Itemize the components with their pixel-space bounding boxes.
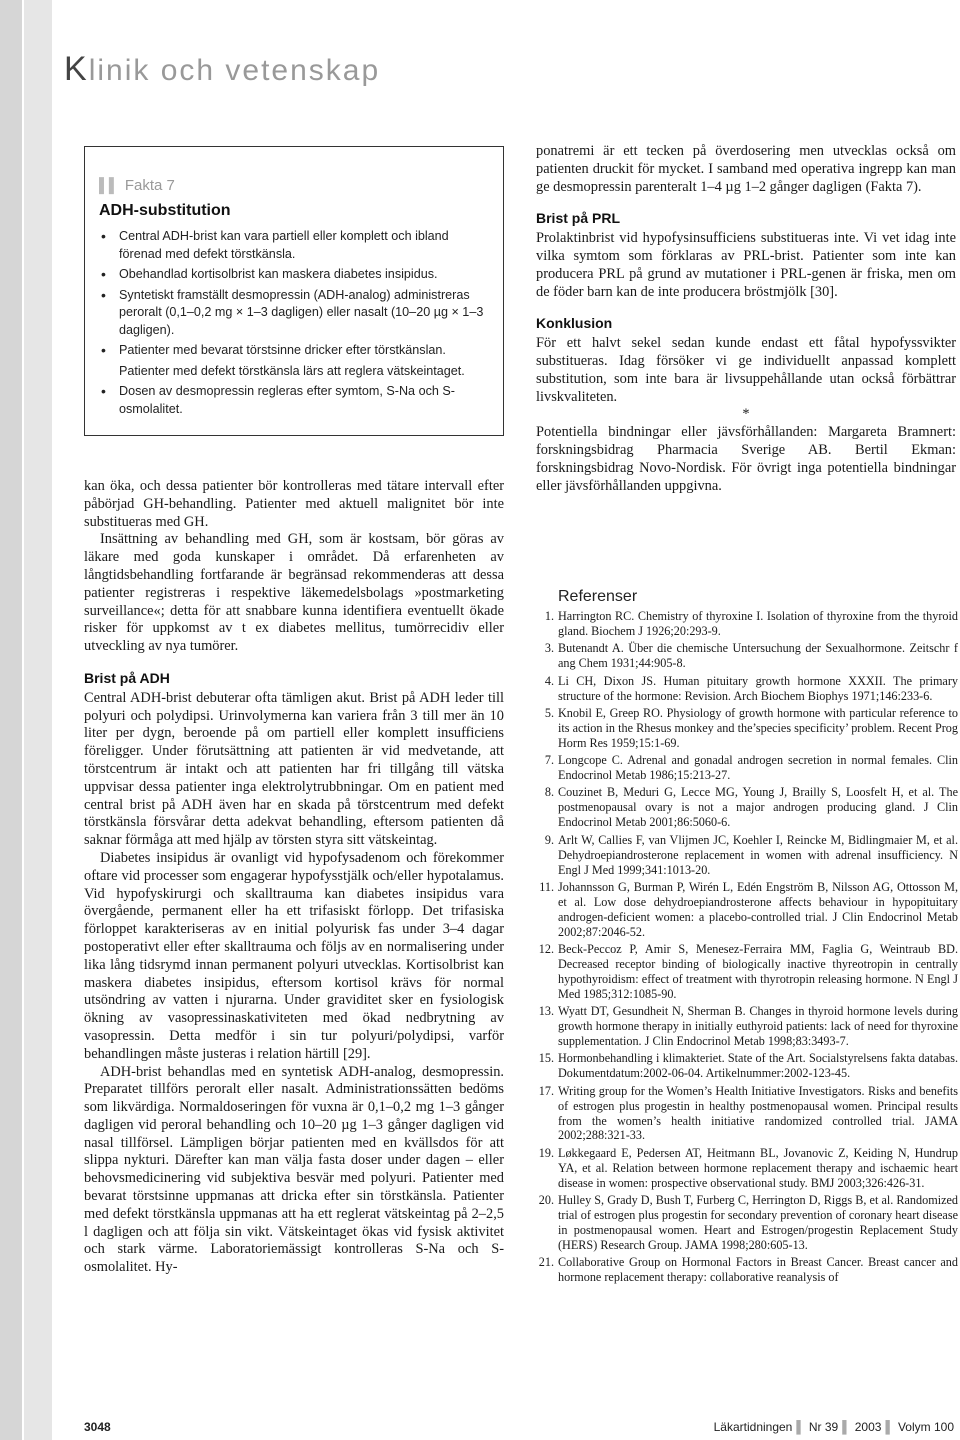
reference-text: Hormonbehandling i klimakteriet. State of the Art. Socialstyrelsens fakta databas. Dokumentdatum:2002-06-04. Artikelnummer:2002-123-45. bbox=[558, 1051, 958, 1081]
separator-icon: ▌ bbox=[796, 1420, 805, 1434]
fact-item: • Central ADH-brist kan vara partiell eller komplett och ibland förenad med defekt törstkänsla. bbox=[119, 228, 489, 263]
journal-name: Läkartidningen bbox=[713, 1420, 793, 1434]
reference-number: 21. bbox=[538, 1255, 554, 1270]
reference-text: Knobil E, Greep RO. Physiology of growth hormone with particular reference to its action in the Rhesus monkey and the’species specificity’ problem. Recent Prog Horm Res 1959;15:1-69. bbox=[558, 705, 958, 750]
fact-item: Patienter med defekt törstkänsla lärs att reglera vätskeintaget. bbox=[119, 363, 465, 378]
reference-text: Longcope C. Adrenal and gonadal androgen secretion in normal females. Clin Endocrinol Metab 1986;15:213-27. bbox=[558, 753, 958, 783]
fact-box-label-text: Fakta 7 bbox=[124, 177, 175, 194]
reference-text: Beck-Peccoz P, Amir S, Menesez-Ferraira MM, Faglia G, Weintraub BD. Decreased receptor binding of biologically inactive thyreotropin in centrally hypothyroidism: effect of treatment with thyrotropin releasing hormone. N Engl J Med 1985;312:1085-90. bbox=[558, 942, 958, 1001]
reference-text: Wyatt DT, Gesundheit N, Sherman B. Changes in thyroid hormone levels during growth hormone therapy in initially euthyroid patients: lack of need for thyroxine supplementation. J Clin Endocrinol Metab 1998;83:3493-7. bbox=[558, 1004, 958, 1048]
paragraph: kan öka, och dessa patienter bör kontrolleras med tätare intervall efter påbörjad GH-behandling. Patienter med aktuell malignitet bör inte substitueras med GH. bbox=[84, 478, 504, 530]
reference-text: Hulley S, Grady D, Bush T, Furberg C, Herrington D, Riggs B, et al. Randomized trial of estrogen plus progestin for secondary prevention of coronary heart disease in postmenopausal women. Heart and Estrogen/progestin Replacement Study (HERS) Research Group. JAMA 1998;280:605-13. bbox=[558, 1193, 958, 1252]
separator-icon: ▌ bbox=[885, 1420, 894, 1434]
reference-item bbox=[536, 833, 958, 878]
separator-icon: ▌ bbox=[842, 1420, 851, 1434]
fact-item: • Patienter med bevarat törstsinne dricker efter törstkänslan. bbox=[119, 342, 489, 360]
reference-number: 5. bbox=[544, 705, 554, 720]
reference-item bbox=[536, 1146, 958, 1191]
fact-box-label bbox=[99, 177, 489, 194]
references-list bbox=[536, 609, 958, 1285]
reference-text: Johannsson G, Burman P, Wirén L, Edén Engström B, Nilsson AG, Ottosson M, et al. Low dose dehydroepiandrosterone affects behaviour in hypopituitary androgen-deficient women: a placebo-controlled trial. J Clin Endocrinol Metab 2002;87:2046-52. bbox=[558, 879, 958, 939]
left-column bbox=[84, 478, 504, 1277]
references-section bbox=[536, 588, 958, 1287]
page-header bbox=[0, 0, 960, 110]
decorative-side-bar-light bbox=[24, 0, 52, 1440]
references-title: Referenser bbox=[558, 588, 638, 605]
reference-number: 19. bbox=[538, 1145, 554, 1160]
reference-text: Writing group for the Women’s Health Initiative Investigators. Risks and benefits of estrogen plus progestin in healthy postmenopausal women. Principal results from the women’s health initiative randomized controlled trial. JAMA 2002;288:321-33. bbox=[558, 1083, 958, 1143]
reference-number: 17. bbox=[538, 1083, 554, 1098]
reference-number: 3. bbox=[544, 641, 554, 656]
reference-text: Li CH, Dixon JS. Human pituitary growth hormone XXXII. The primary structure of the hormone: Revision. Arch Biochem Biophys 1971;146:233-6. bbox=[558, 673, 958, 703]
reference-item bbox=[536, 880, 958, 940]
reference-number: 15. bbox=[538, 1051, 554, 1066]
paragraph: Prolaktinbrist vid hypofysinsufficiens substitueras inte. Vi vet idag inte vilka symtom som förklaras av PRL-brist. Patienter som inte kan producera PRL på grund av mutationer i PRL-genen är friska, men om de föder barn kan de inte producera bröstmjölk [30]. bbox=[536, 230, 956, 300]
reference-number: 13. bbox=[538, 1004, 554, 1019]
section-title bbox=[64, 50, 380, 89]
paragraph: ADH-brist behandlas med en syntetisk ADH-analog, desmopressin. Preparatet tillförs peroralt eller nasalt. Administrationssätten bedöms som likvärdiga. Normaldoseringen för vuxna är 0,1–0,2 mg 1–3 gånger dagligen vid peroral behandling och 10–20 µg 1–3 gånger dagligen vid nasal tillförsel. Lämpligen börjar patienten med en kvällsdos för att slippa nykturi. Därefter kan man välja fasta doser under dagen – eller behovsmedicinering vid subjektiva besvär med polyuri. Patienter med bevarat törstsinne uppmanas att dricka efter sin törstkänsla. Patienter med defekt törstkänsla uppmanas att ha ett reglerat vätskeintag på 2–2,5 l dagligen och att följa sin vikt. Vätskeintaget ökas vid fysisk aktivitet och stark värme. Laboratoriemässigt kontrolleras S-Na och S-osmolalitet. Hy- bbox=[84, 1063, 504, 1276]
fact-box bbox=[84, 146, 504, 436]
reference-number: 12. bbox=[538, 942, 554, 957]
paragraph: Central ADH-brist debuterar ofta tämligen akut. Brist på ADH leder till polyuri och polydipsi. Urinvolymerna kan variera från 3 till mer än 10 liter per dygn, beroende på om partiell eller komplett insufficiens föreligger. Under förutsättning att patienten är vid medvetande, att törstcentrum är intakt och att patienten har fri tillgång till vätska uppvisar dessa patienter inga elektrolytrubbningar. Om en patient med central brist på ADH även har en skada på törstcentrum med defekt törstkänsla försvårar detta adekvat behandling, eftersom patienten då saknar förmåga att med hjälp av törsten styra sitt vätskeintag. bbox=[84, 689, 504, 849]
page-number: 3048 bbox=[84, 1420, 111, 1434]
reference-item bbox=[536, 609, 958, 639]
reference-text: Løkkegaard E, Pedersen AT, Heitmann BL, Jovanovic Z, Keiding N, Hundrup YA, et al. Relation between hormone replacement therapy and ischaemic heart disease in women: prospective observational study. BMJ 2003;326:426-31. bbox=[558, 1145, 958, 1190]
heading-prl: Brist på PRL bbox=[536, 210, 621, 227]
issue-number: Nr 39 bbox=[808, 1420, 839, 1434]
reference-number: 20. bbox=[538, 1193, 554, 1208]
reference-item bbox=[536, 942, 958, 1002]
separator-star: * bbox=[742, 406, 750, 423]
reference-number: 11. bbox=[539, 879, 554, 894]
reference-item bbox=[536, 1193, 958, 1253]
paragraph: ponatremi är ett tecken på överdosering men utvecklas också om patienten druckit för mycket. I samband med operativa ingrepp kan man ge desmopressin parenteralt 1–4 µg 1–2 gånger dagligen (Fakta 7). bbox=[536, 143, 956, 195]
section-title-initial: K bbox=[64, 50, 89, 88]
paragraph: Insättning av behandling med GH, som är kostsam, bör göras av läkare med goda kunskaper i området. Då erfarenheten av långtidsbehandling fortfarande är begränsad rekommenderas att dessa patienter registreras i respektive läkemedelsbolags »postmarketing surveillance«; detta för att snabbare kunna identifiera eventuellt ökade risker för uppkomst av t ex diabetes mellitus, tumörrecidiv eller utveckling av nya tumörer. bbox=[84, 531, 504, 655]
reference-item bbox=[536, 785, 958, 830]
reference-text: Arlt W, Callies F, van Vlijmen JC, Koehler I, Reincke M, Bidlingmaier M, et al. Dehydroepiandrosterone replacement in women with adrenal insufficiency. N Engl J Med 1999;341:1013-20. bbox=[558, 832, 958, 877]
reference-item bbox=[536, 1084, 958, 1144]
reference-number: 8. bbox=[544, 785, 554, 800]
fact-item: • Syntetiskt framställt desmopressin (ADH-analog) administreras peroralt (0,1–0,2 mg × 1–3 dagligen) eller nasalt (10–20 µg × 1–3 dagligen). bbox=[119, 287, 489, 340]
reference-number: 4. bbox=[544, 673, 554, 688]
reference-text: Couzinet B, Meduri G, Lecce MG, Young J, Brailly S, Loosfelt H, et al. The postmenopausal ovary is not a major androgen producing gland. J Clin Endocrinol Metab 2001;86:5060-6. bbox=[558, 785, 958, 830]
journal-footer bbox=[714, 1420, 954, 1434]
paragraph: Diabetes insipidus är ovanligt vid hypofysadenom och förekommer oftare vid processer som engagerar hypofysstjälk och/eller hypotalamus. Vid hypofyskirurgi och skalltrauma kan diabetes insipidus vara övergående, permanent eller ha ett trifasiskt förlopp. Det trifasiska förloppet karakteriseras av en initial polyurisk fas under 3–4 dagar postoperativt eller efter skalltrauma och följs av en normalisering under lika lång tidsrymd innan permanent polyuri utvecklas. Kortisolbrist kan maskera diabetes insipidus, eftersom kortisol krävs för normal utsöndring av vatten i njurarna. Under graviditet sker en fysiologisk ökning av vasopressinaskativiteten med ökad nedbrytning av vasopressin. Detta medför i sin tur polyuri/polydipsi, varför behandlingen måste justeras i relation härtill [29]. bbox=[84, 849, 504, 1062]
reference-item bbox=[536, 1051, 958, 1081]
reference-item bbox=[536, 674, 958, 704]
reference-item bbox=[536, 1255, 958, 1285]
reference-number: 1. bbox=[544, 609, 554, 623]
fact-box-title: ADH-substitution bbox=[99, 202, 231, 219]
fact-item: • Dosen av desmopressin regleras efter symtom, S-Na och S-osmolalitet. bbox=[119, 383, 489, 418]
reference-text: Butenandt A. Über die chemische Untersuchung der Sexualhormone. Zeitschr f ang Chem 1931;44:905-8. bbox=[558, 641, 958, 671]
paragraph: För ett halvt sekel sedan kunde endast ett fåtal hypofyssvikter substitueras. Idag försöker vi ge individuellt anpassad komplett substitution, som inte bara är livsuppehållande utan också förbättrar livskvaliteten. bbox=[536, 335, 956, 405]
fact-item: • Obehandlad kortisolbrist kan maskera diabetes insipidus. bbox=[119, 266, 489, 284]
fact-box-list bbox=[99, 228, 489, 418]
fact-marker-icon: ▌▌ bbox=[99, 177, 119, 193]
reference-item bbox=[536, 641, 958, 671]
reference-number: 7. bbox=[544, 753, 554, 768]
section-title-rest: linik och vetenskap bbox=[88, 54, 381, 87]
volume: Volym 100 bbox=[897, 1420, 954, 1434]
decorative-side-bar bbox=[0, 0, 22, 1440]
reference-item bbox=[536, 753, 958, 783]
reference-text: Collaborative Group on Hormonal Factors in Breast Cancer. Breast cancer and hormone replacement therapy: collaborative reanalysis of bbox=[558, 1255, 958, 1285]
reference-item bbox=[536, 706, 958, 751]
disclosure-paragraph: Potentiella bindningar eller jävsförhållanden: Margareta Bramnert: forskningsbidrag Pharmacia Sverige AB. Bertil Ekman: forskningsbidrag Novo-Nordisk. För övrigt inga potentiella bindningar eller jävsförhållanden uppgivna. bbox=[536, 424, 956, 494]
reference-text: Harrington RC. Chemistry of thyroxine I. Isolation of thyroxine from the thyroid gland. Biochem J 1926;20:293-9. bbox=[558, 609, 958, 638]
right-column bbox=[536, 143, 956, 495]
reference-number: 9. bbox=[544, 832, 554, 847]
heading-konklusion: Konklusion bbox=[536, 315, 613, 332]
heading-adh: Brist på ADH bbox=[84, 669, 170, 686]
year: 2003 bbox=[854, 1420, 882, 1434]
reference-item bbox=[536, 1004, 958, 1049]
